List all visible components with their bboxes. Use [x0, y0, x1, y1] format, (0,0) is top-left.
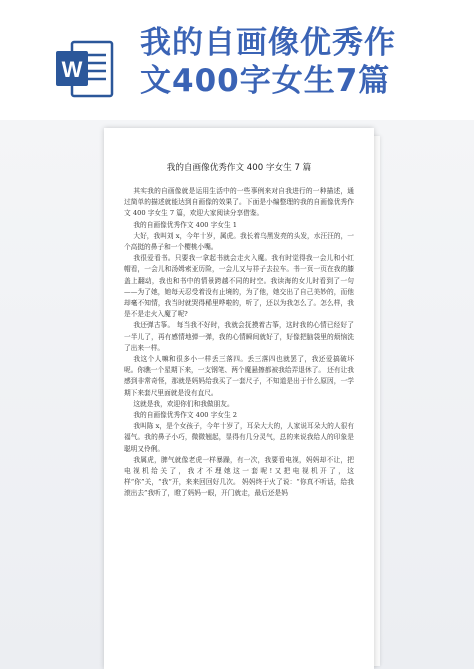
banner [0, 0, 474, 120]
paragraph: 其实我的自画像就是运用生活中的一些事例来对自我进行的一种描述，通过简单的描述就能达到自画像的效果了。下面是小编整理的我的自画像优秀作文 400 字女生 7 篇，欢迎大家阅读分享借鉴。 [124, 187, 354, 218]
word-icon-letter: W [61, 57, 83, 82]
banner-title-line-1: 我的自画像优秀作 [140, 25, 396, 61]
paragraph: 大好，我叫刘 x，今年十岁，属虎。我长着乌黑发亮的头发，水汪汪的，一个高挺的鼻子和一个樱桃小嘴。 [124, 231, 354, 252]
paragraph: 我这个人嘛和很多小一样丢三落四。丢三落四也就罢了，我还爱搞破坏呢。你瞧一个星期下来，一支钢笔、两个魔悬擦都被我给弄退休了。 还有让我感到非常奇怪，那就是妈妈给我买了一套尺子，不知道是出于什么原因，一学期下来套尺里面就是没有直尺。 [124, 355, 354, 397]
paragraph: 我很爱看书。只要我一拿起书就会走火入魔。我有时觉得我一会儿和小红帽看，一会儿和汤姆索亚历险，一会儿又与祥子去拉车。书一页一页在我的膝盖上翻动，我也和书中的情景跨越不同的时空。我读海的女儿时看到了一句——为了她，她每天忍受着没有止境的，为了他，她交出了自己美妙的，而他却毫不知情，我当时就哭得稀里哗啦的，听了，还以为我怎么了。怎么样，我是不是走火入魔了呢? [124, 254, 354, 319]
banner-title-line-2: 文400字女生7篇 [140, 63, 391, 99]
paragraph: 我属虎，脾气就像老虎一样暴躁，有一次，我要看电视，妈妈却不让，把电视机给关了，我才不理她这一套呢!又把电视机开了，这样“你”关，“我”开，来来回回好几次。 妈妈终于火了说：“你真不听话，给我滚出去”我听了，瞪了妈妈一眼，开门就走，最后还是妈 [124, 455, 354, 498]
essay-heading: 我的自画像优秀作文 400 字女生 2 [133, 411, 238, 420]
banner-title [140, 24, 460, 100]
document-title: 我的自画像优秀作文 400 字女生 7 篇 [166, 163, 312, 173]
document-body [124, 186, 354, 500]
paragraph: 这就是我，欢迎你们和我做朋友。 [133, 399, 234, 408]
word-doc-icon [54, 38, 116, 100]
paragraph: 我还弹古筝。 每当我不好时，我就会抚摸着古筝，这时我的心情已经好了一半儿了，再有感情地弹一弹，我的心情瞬间就好了，好像把脑袋里的烦恼洗了出来一样。 [124, 321, 354, 352]
paragraph: 我叫陈 x，是个女孩子，今年十岁了，耳朵大大的，人家说耳朵大的人很有福气。我的鼻子小巧，微微翘起，显得有几分灵气，总的来说我给人的印象是聪明又伶俐。 [124, 422, 354, 453]
document-page [104, 128, 374, 669]
essay-heading: 我的自画像优秀作文 400 字女生 1 [133, 220, 238, 229]
